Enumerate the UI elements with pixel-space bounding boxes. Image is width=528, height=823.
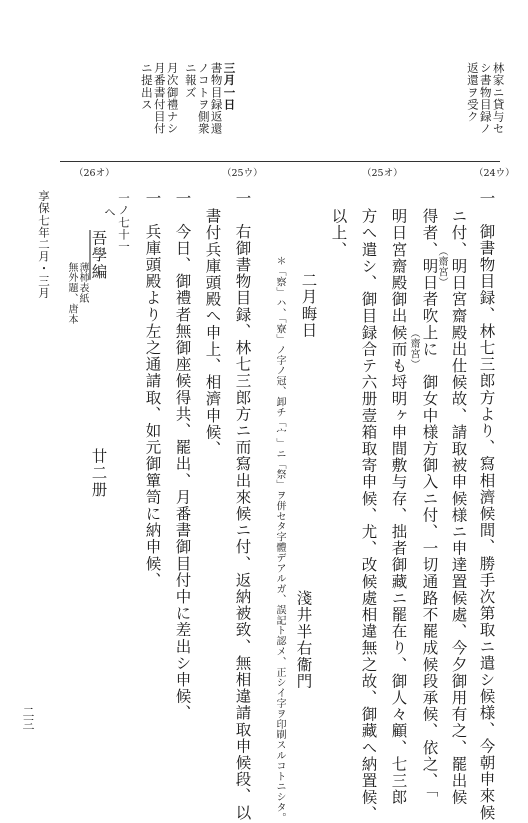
margin-note-line: ニ提出ス <box>139 62 154 111</box>
folio-ref: （25ウ） <box>222 168 263 179</box>
margin-note-line: ニ報ズ <box>183 62 198 99</box>
folio-ref: （26オ） <box>74 168 115 179</box>
margin-note-line: 三月一日 <box>222 62 237 111</box>
interlinear-note: （齋宮） <box>408 328 419 370</box>
body-column: 一 御書物目録、林七三郎方より、寫相濟候間、勝手次第取ニ遣シ候様、今朝申來候 <box>477 190 496 821</box>
running-head: 享保七年二月・三月 <box>37 190 51 299</box>
footnote: ＊「察」ハ、「寮」ノ字ノ冠、卸チ「宀」ニ「祭」ヲ併セタ字體デアルガ、誤記ト認メ、正シイ字ヲ印刷スルコトニシタ。 <box>274 256 285 823</box>
margin-note-3 <box>140 62 179 135</box>
book-detail-line: 薄柿表紙 <box>77 262 88 304</box>
body-column: 方へ遣シ、御目録合テ六册壹箱取寄申候、尤、改候處相違無之故、御藏へ納置候、 <box>359 208 378 823</box>
margin-note-line: 月番書付目付 <box>152 62 167 135</box>
book-detail-line: 無外題、唐本 <box>66 262 77 325</box>
interlinear-note: （齋宮） <box>436 246 447 288</box>
date-heading: 二月晦日 <box>299 272 318 339</box>
entry-number: 一ノ七十一 <box>117 192 131 253</box>
margin-note-line: 林家ニ貸与セ <box>491 62 506 135</box>
signature: 淺井半右衞門 <box>294 590 313 690</box>
body-column: ニ付、明日宮齋殿出仕候故、請取被申候様ニ申達置候處、今夕御用有之、罷出候 <box>449 208 468 806</box>
entry-mark: へ <box>103 206 117 219</box>
margin-note-line: 書物目録返還 <box>209 62 224 135</box>
volume-count: 廿二册 <box>89 448 108 498</box>
margin-note-1 <box>466 62 505 135</box>
header-rule <box>60 161 500 162</box>
page-number: 二三 <box>21 706 35 730</box>
book-title: 吾學編 <box>89 230 108 280</box>
body-column: 得者、明日者吹上に 御女中様方御入ニ付、一切通路不罷成候段承候、依之、「 <box>420 208 439 798</box>
margin-note-line: シ書物目録ノ <box>478 62 493 135</box>
body-column: 書付兵庫頭殿へ申上、相濟申候、 <box>203 208 222 457</box>
folio-ref: （24ウ） <box>474 168 515 179</box>
margin-note-line: 月次御禮ナシ <box>165 62 180 135</box>
body-column: 一 今日、御禮者無御座候得共、罷出、月番書御目付中に差出シ申候、 <box>173 190 192 722</box>
body-column: 以上、 <box>329 208 348 258</box>
margin-note-2 <box>184 62 236 135</box>
margin-note-line: 返還ヲ受ク <box>465 62 480 123</box>
book-detail <box>66 262 88 324</box>
body-column: 一 兵庫頭殿より左之通請取、如元御簞笥に納申候、 <box>143 190 162 589</box>
margin-note-line: ノコトヲ側衆 <box>196 62 211 135</box>
folio-ref: （25オ） <box>362 168 403 179</box>
body-column: 一 右御書物目録、林七三郎方ニ而寫出來候ニ付、返納被致、無相違請取申候段、以 <box>233 190 252 821</box>
body-column: 明日宮齋殿御出候而も埒明ヶ申間敷与存、拙者御藏ニ罷在り、御人々顧、七三郎 <box>389 208 408 806</box>
